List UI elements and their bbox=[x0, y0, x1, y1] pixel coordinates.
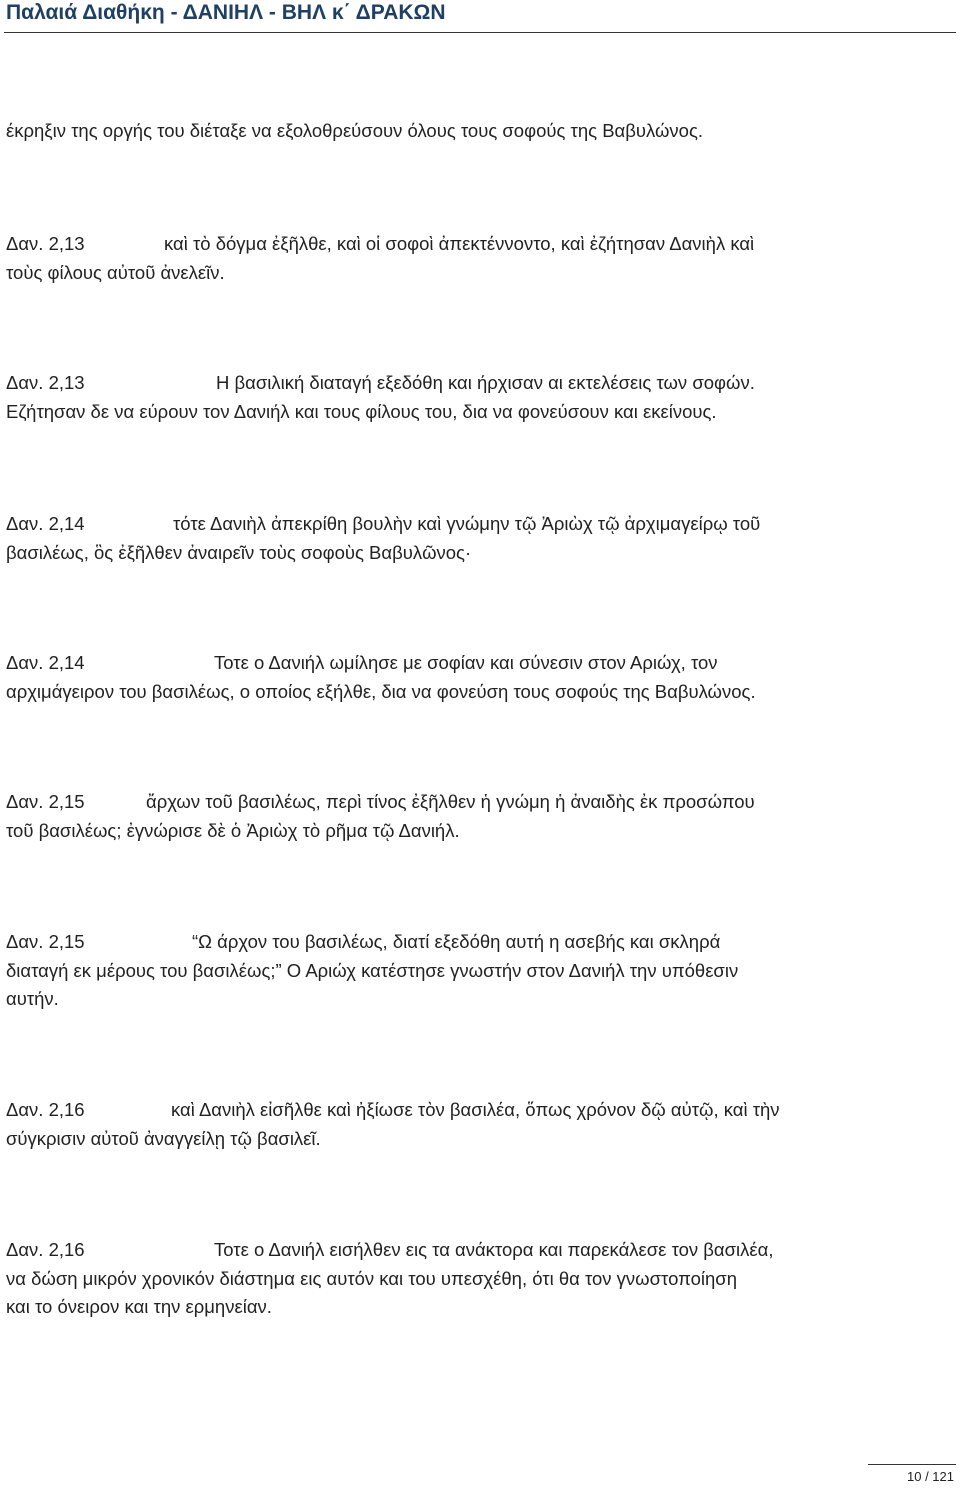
text-line bbox=[6, 788, 936, 817]
verse-2-16-modern bbox=[6, 1236, 936, 1322]
verse-text: Η βασιλική διαταγή εξεδόθη και ήρχισαν αι εκτελέσεις των σοφών. bbox=[216, 372, 755, 393]
text-line: και το όνειρον και την ερμηνείαν. bbox=[6, 1296, 272, 1317]
verse-text: “Ω άρχον του βασιλέως, διατί εξεδόθη αυτή η ασεβής και σκληρά bbox=[192, 931, 721, 952]
verse-reference: Δαν. 2,13 bbox=[6, 233, 85, 254]
text-line bbox=[6, 928, 936, 957]
verse-2-13-ancient bbox=[6, 230, 936, 287]
verse-text: καὶ Δανιὴλ εἰσῆλθε καὶ ἠξίωσε τὸν βασιλέα, ὅπως χρόνον δῷ αὐτῷ, καὶ τὴν bbox=[171, 1099, 780, 1120]
text-line bbox=[6, 1236, 936, 1265]
verse-2-16-ancient bbox=[6, 1096, 936, 1153]
verse-text: Τοτε ο Δανιήλ εισήλθεν εις τα ανάκτορα και παρεκάλεσε τον βασιλέα, bbox=[214, 1239, 774, 1260]
text-line: βασιλέως, ὃς ἐξῆλθεν ἀναιρεῖν τοὺς σοφοὺς Βαβυλῶνος· bbox=[6, 541, 472, 563]
verse-2-14-modern bbox=[6, 649, 936, 706]
verse-reference: Δαν. 2,16 bbox=[6, 1099, 85, 1120]
verse-reference: Δαν. 2,15 bbox=[6, 791, 85, 812]
verse-reference: Δαν. 2,13 bbox=[6, 372, 85, 393]
document-title: Παλαιά Διαθήκη - ΔΑΝΙΗΛ - ΒΗΛ κ΄ ΔΡΑΚΩΝ bbox=[6, 1, 446, 24]
verse-2-13-modern bbox=[6, 369, 936, 426]
text-line: να δώση μικρόν χρονικόν διάστημα εις αυτόν και του υπεσχέθη, ότι θα τον γνωστοποίηση bbox=[6, 1267, 737, 1289]
text-line bbox=[6, 649, 936, 678]
verse-2-15-ancient bbox=[6, 788, 936, 845]
header-divider bbox=[4, 32, 956, 33]
page-header bbox=[4, 0, 956, 28]
verse-text: τότε Δανιὴλ ἀπεκρίθη βουλὴν καὶ γνώμην τῷ Ἀριὼχ τῷ ἀρχιμαγείρῳ τοῦ bbox=[173, 513, 761, 534]
paragraph-continuation bbox=[6, 117, 936, 146]
verse-text: καὶ τὸ δόγμα ἐξῆλθε, καὶ οἱ σοφοὶ ἀπεκτέννοντο, καὶ ἐζήτησαν Δανιὴλ καὶ bbox=[164, 233, 755, 254]
text-line: έκρηξιν της οργής του διέταξε να εξολοθρεύσουν όλους τους σοφούς της Βαβυλώνος. bbox=[6, 120, 704, 141]
verse-reference: Δαν. 2,14 bbox=[6, 513, 85, 534]
text-line bbox=[6, 510, 936, 539]
verse-text: Τοτε ο Δανιήλ ωμίλησε με σοφίαν και σύνεσιν στον Αριώχ, τον bbox=[214, 652, 718, 673]
text-line bbox=[6, 230, 936, 259]
text-line: τοῦ βασιλέως; ἐγνώρισε δὲ ὁ Ἀριὼχ τὸ ρῆμα τῷ Δανιήλ. bbox=[6, 819, 460, 841]
text-line: Εζήτησαν δε να εύρουν τον Δανιήλ και τους φίλους του, δια να φονεύσουν και εκείνους. bbox=[6, 400, 717, 422]
verse-reference: Δαν. 2,14 bbox=[6, 652, 85, 673]
text-line bbox=[6, 369, 936, 398]
page-number: 10 / 121 bbox=[907, 1469, 954, 1484]
text-line: σύγκρισιν αὐτοῦ ἀναγγείλῃ τῷ βασιλεῖ. bbox=[6, 1127, 321, 1149]
verse-2-14-ancient bbox=[6, 510, 936, 567]
verse-reference: Δαν. 2,15 bbox=[6, 931, 85, 952]
text-line: αυτήν. bbox=[6, 988, 59, 1009]
text-line: διαταγή εκ μέρους του βασιλέως;” Ο Αριώχ κατέστησε γνωστήν στον Δανιήλ την υπόθεσιν bbox=[6, 959, 739, 981]
text-line bbox=[6, 1096, 936, 1125]
text-line: αρχιμάγειρον του βασιλέως, ο οποίος εξήλθε, δια να φονεύση τους σοφούς της Βαβυλώνος. bbox=[6, 680, 756, 702]
footer-divider bbox=[868, 1464, 956, 1465]
text-line: τοὺς φίλους αὐτοῦ ἀνελεῖν. bbox=[6, 261, 225, 283]
verse-2-15-modern bbox=[6, 928, 936, 1014]
verse-text: ἄρχων τοῦ βασιλέως, περὶ τίνος ἐξῆλθεν ἡ γνώμη ἡ ἀναιδὴς ἐκ προσώπου bbox=[146, 791, 755, 812]
verse-reference: Δαν. 2,16 bbox=[6, 1239, 85, 1260]
